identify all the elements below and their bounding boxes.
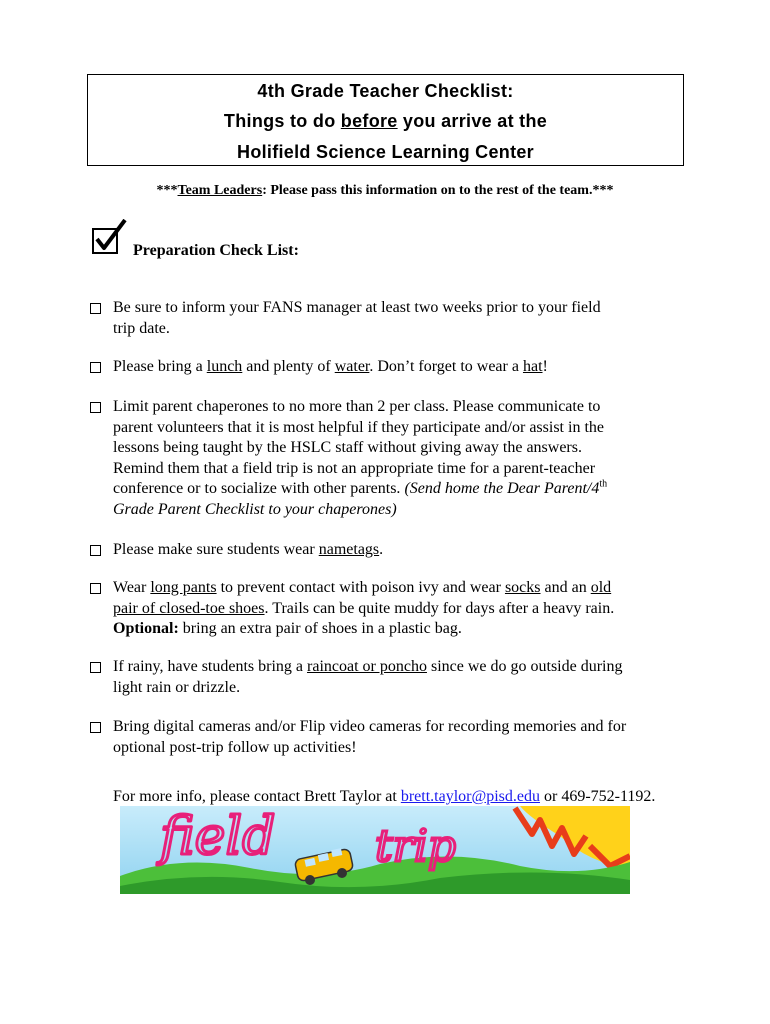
svg-text:trip: trip xyxy=(375,821,456,872)
item-1-line-2: trip date. xyxy=(113,319,170,337)
item-3-line-3: lessons being taught by the HSLC staff without giving away the answers. xyxy=(113,439,582,456)
lunch-underlined: lunch xyxy=(206,358,243,375)
parent-checklist-note: (Send home the Dear Parent/4 xyxy=(404,480,600,497)
item-4-text: Please make sure students wear nametags. xyxy=(113,541,384,558)
hat-underlined: hat xyxy=(522,358,543,375)
title-line-3: Holifield Science Learning Center xyxy=(237,142,534,162)
contact-line: For more info, please contact Brett Taylor at brett.taylor@pisd.edu or 469-752-1192. xyxy=(113,788,656,805)
item-3-line-5: conference or to socialize with other parents. (Send home the Dear Parent/4th xyxy=(113,478,608,497)
item-6-line-2: light rain or drizzle. xyxy=(113,678,241,696)
long-pants-underlined: long pants xyxy=(150,579,217,596)
raincoat-underlined: raincoat or poncho xyxy=(307,658,427,675)
th-superscript: th xyxy=(599,478,608,490)
item-3-line-1: Limit parent chaperones to no more than 2 per class. Please communicate to xyxy=(113,398,601,415)
title-line-1: 4th Grade Teacher Checklist: xyxy=(257,81,514,101)
checkbox-icon[interactable] xyxy=(90,583,101,594)
team-leaders-note xyxy=(0,183,770,199)
item-5-line-1: Wear long pants to prevent contact with poison ivy and wear socks and an old xyxy=(113,579,612,596)
title-line-2-pre: Things to do xyxy=(223,111,341,131)
item-2-text: Please bring a lunch and plenty of water. Don’t forget to wear a hat! xyxy=(113,358,548,375)
item-7-line-2: optional post-trip follow up activities! xyxy=(113,738,357,756)
item-6-line-1: If rainy, have students bring a raincoat or poncho since we do go outside during xyxy=(113,658,623,675)
socks-underlined: socks xyxy=(504,579,541,596)
nametags-underlined: nametags xyxy=(318,541,380,558)
title-before-underlined: before xyxy=(340,111,398,131)
checkbox-icon[interactable] xyxy=(90,722,101,733)
optional-label: Optional: xyxy=(113,620,179,637)
note-prefix: *** xyxy=(156,183,178,198)
title-line-2 xyxy=(88,111,683,132)
item-1-line-1: Be sure to inform your FANS manager at least two weeks prior to your field xyxy=(113,299,601,316)
old-underlined: old xyxy=(590,579,612,596)
note-team-leaders: Team Leaders xyxy=(177,183,263,198)
title-box xyxy=(87,74,684,166)
field-trip-banner xyxy=(120,806,630,894)
trip-word-icon xyxy=(375,821,456,872)
item-5-line-3: Optional: bring an extra pair of shoes in a plastic bag. xyxy=(113,620,462,637)
checkbox-icon[interactable] xyxy=(90,362,101,373)
checkbox-icon[interactable] xyxy=(90,662,101,673)
item-3-line-2: parent volunteers that it is most helpful if they participate and/or assist in the xyxy=(113,418,604,436)
field-word-icon xyxy=(156,807,275,867)
checkbox-icon[interactable] xyxy=(90,545,101,556)
item-3-line-6: Grade Parent Checklist to your chaperones) xyxy=(113,500,397,518)
checkbox-icon[interactable] xyxy=(90,402,101,413)
checkbox-checked-icon xyxy=(92,219,128,255)
preparation-heading: Preparation Check List: xyxy=(133,242,299,259)
closed-toe-shoes-underlined: pair of closed-toe shoes xyxy=(113,599,265,617)
item-5-line-2: pair of closed-toe shoes. Trails can be quite muddy for days after a heavy rain. xyxy=(113,599,615,617)
svg-text:field: field xyxy=(160,807,276,867)
note-rest: : Please pass this information on to the rest of the team.*** xyxy=(262,183,614,198)
checkbox-icon[interactable] xyxy=(90,303,101,314)
water-underlined: water xyxy=(334,358,370,375)
item-3-line-4: Remind them that a field trip is not an appropriate time for a parent-teacher xyxy=(113,459,596,477)
email-link[interactable]: brett.taylor@pisd.edu xyxy=(400,788,540,805)
item-7-line-1: Bring digital cameras and/or Flip video cameras for recording memories and for xyxy=(113,718,627,735)
title-line-2-post: you arrive at the xyxy=(397,111,548,131)
